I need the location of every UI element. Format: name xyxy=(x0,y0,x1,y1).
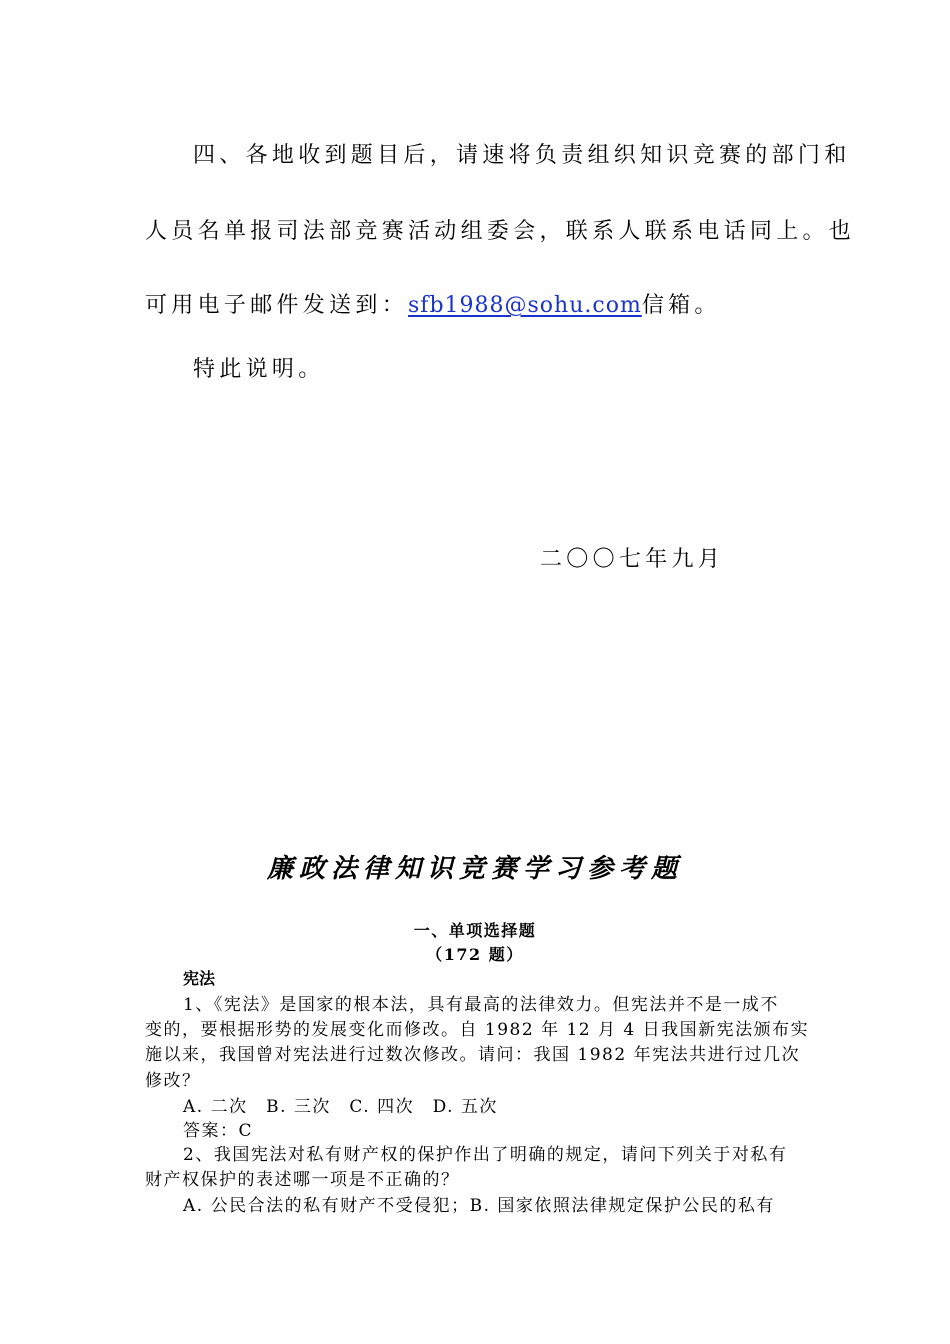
notice-item4-line2: 人员名单报司法部竞赛活动组委会，联系人联系电话同上。也 xyxy=(145,219,856,244)
notice-date: 二〇〇七年九月 xyxy=(540,547,725,572)
quiz-title: 廉政法律知识竞赛学习参考题 xyxy=(266,854,683,884)
q2-options-partial: A. 公民合法的私有财产不受侵犯；B. 国家依照法律规定保护公民的私有 xyxy=(183,1196,775,1216)
notice-item4-line1: 四、各地收到题目后，请速将负责组织知识竞赛的部门和 xyxy=(193,143,851,168)
notice-email-prefix: 可用电子邮件发送到： xyxy=(145,293,409,318)
q1-line2: 变的，要根据形势的发展变化而修改。自 1982 年 12 月 4 日我国新宪法颁布实 xyxy=(145,1020,810,1040)
q2-line1: 2、我国宪法对私有财产权的保护作出了明确的规定，请问下列关于对私有 xyxy=(183,1145,788,1165)
q1-line3: 施以来，我国曾对宪法进行过数次修改。请问：我国 1982 年宪法共进行过几次 xyxy=(145,1045,801,1065)
q1-answer: 答案：C xyxy=(183,1121,254,1141)
section-heading: 一、单项选择题 xyxy=(413,921,537,940)
q2-line2: 财产权保护的表述哪一项是不正确的？ xyxy=(145,1170,460,1190)
category-heading: 宪法 xyxy=(183,969,216,988)
notice-item4-line3 xyxy=(145,288,721,319)
notice-closing: 特此说明。 xyxy=(193,357,325,382)
q1-options: A. 二次 B. 三次 C. 四次 D. 五次 xyxy=(183,1097,498,1117)
email-link[interactable]: sfb1988@sohu.com xyxy=(408,293,642,318)
notice-email-suffix: 信箱。 xyxy=(641,293,721,318)
q1-line1: 1、《宪法》是国家的根本法，具有最高的法律效力。但宪法并不是一成不 xyxy=(183,995,779,1015)
question-count: （172 题） xyxy=(426,945,524,964)
q1-line4: 修改？ xyxy=(145,1071,201,1091)
